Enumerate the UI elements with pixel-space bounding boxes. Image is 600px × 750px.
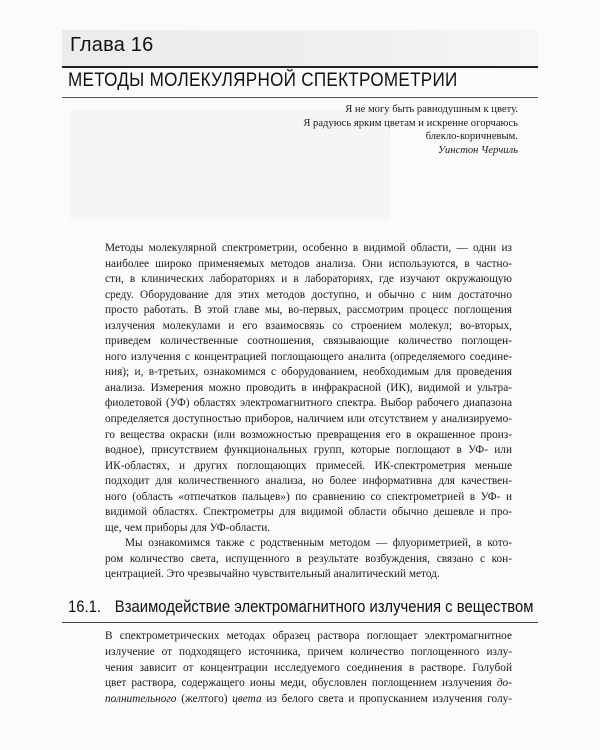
section-line: В спектрометрических методах образец раствора поглощает электромагнитное — [105, 630, 512, 642]
intro-line: фиолетовой (УФ) областях электромагнитного спектра. Выбор рабочего диапазона — [105, 397, 512, 410]
epigraph-author: Уинстон Черчиль — [437, 144, 518, 156]
section-line — [105, 692, 512, 708]
chapter-rule-bottom — [62, 97, 538, 98]
section-rule — [62, 622, 538, 623]
intro-line: го вещества окраски (или возможностью превращения его в окрашенное произ- — [105, 428, 512, 441]
section-line — [105, 676, 512, 692]
section-heading — [68, 598, 534, 617]
intro-line: анализа. Измерения можно проводить в инфракрасной (ИК), видимой и ультра- — [105, 381, 512, 394]
intro-line: ИК-областях, и других поглощающих примесей. ИК-спектрометрия меньше — [105, 459, 512, 472]
section-line-text: из белого света и пропусканием излучения голу- — [261, 693, 512, 706]
chapter-title: МЕТОДЫ МОЛЕКУЛЯРНОЙ СПЕКТРОМЕТРИИ — [68, 70, 458, 91]
epigraph — [118, 103, 518, 157]
section-italic-term: цвета — [232, 693, 262, 706]
epigraph-line: блекло-коричневым. — [425, 131, 518, 143]
chapter-rule-top — [62, 66, 538, 68]
intro-line: видимой областях. Спектрометры для видимой области обычно дешевле и про- — [105, 506, 512, 519]
intro-line: просто работать. В этой главе мы, во-первых, рассмотрим процесс поглощения — [105, 304, 512, 317]
section-line-text: (желтого) — [176, 693, 233, 706]
chapter-label: Глава 16 — [70, 34, 154, 56]
intro-text — [105, 241, 512, 583]
intro-line: среду. Оборудование для этих методов доступно, и обычно с ним достаточно — [105, 288, 512, 301]
intro-line: ния); и, в-третьих, ознакомимся с оборудованием, необходимым для проведения — [105, 366, 512, 379]
section-italic-term: полнительного — [105, 693, 177, 706]
section-line-text: цвет раствора, содержащего ионы меди, обусловлен поглощением излучения — [105, 677, 492, 690]
intro-line: центрацией. Это чрезвычайно чувствительный аналитический метод. — [105, 568, 440, 581]
intro-line: ного излучения с концентрацией поглощающего аналита (определяемого соедине- — [105, 350, 512, 363]
section-italic-term: до- — [496, 677, 512, 690]
section-line: излучение от подходящего источника, причем количество поглощенного излу- — [105, 645, 512, 658]
section-line: чения зависит от концентрации исследуемого соединения в растворе. Голубой — [105, 661, 512, 674]
intro-line: сти, в клинических лабораториях и в лабораториях, где изучают окружающую — [105, 273, 512, 286]
intro-line: ром количество света, испущенного в результате возбуждения, связано с кон- — [105, 552, 512, 565]
intro-line: водное), присутствием функциональных групп, которые поглощают в УФ- или — [105, 444, 512, 457]
intro-line: Мы ознакомимся также с родственным методом — флуориметрией, в кото- — [125, 537, 512, 550]
intro-line: ного (область «отпечатков пальцев») по сравнению со спектрометрией в УФ- и — [105, 490, 512, 503]
section-text — [105, 629, 512, 708]
intro-line: приведем количественные соотношения, связывающие количество поглощен- — [105, 335, 512, 348]
intro-line: наиболее широко применяемых методов анализа. Они используются, в частно- — [105, 257, 512, 270]
intro-line: Методы молекулярной спектрометрии, особенно в видимой области, — одни из — [105, 242, 512, 254]
section-title: Взаимодействие электромагнитного излучения с веществом — [114, 598, 534, 616]
chapter-header-bar — [62, 30, 538, 66]
epigraph-line: Я не могу быть равнодушным к цвету. — [345, 104, 518, 115]
intro-line: подходит для количественного анализа, но более информативна для качествен- — [105, 475, 512, 488]
epigraph-line: Я радуюсь ярким цветам и искренне огорчаюсь — [303, 117, 518, 129]
intro-line: ще, чем приборы для УФ-области. — [105, 521, 271, 534]
intro-line: излучения молекулами и его взаимосвязь со строением молекул; во-вторых, — [105, 319, 512, 332]
intro-line: определяется доступностью приборов, наличием или отсутствием у анализируемо- — [105, 413, 512, 426]
section-number: 16.1. — [68, 598, 102, 616]
